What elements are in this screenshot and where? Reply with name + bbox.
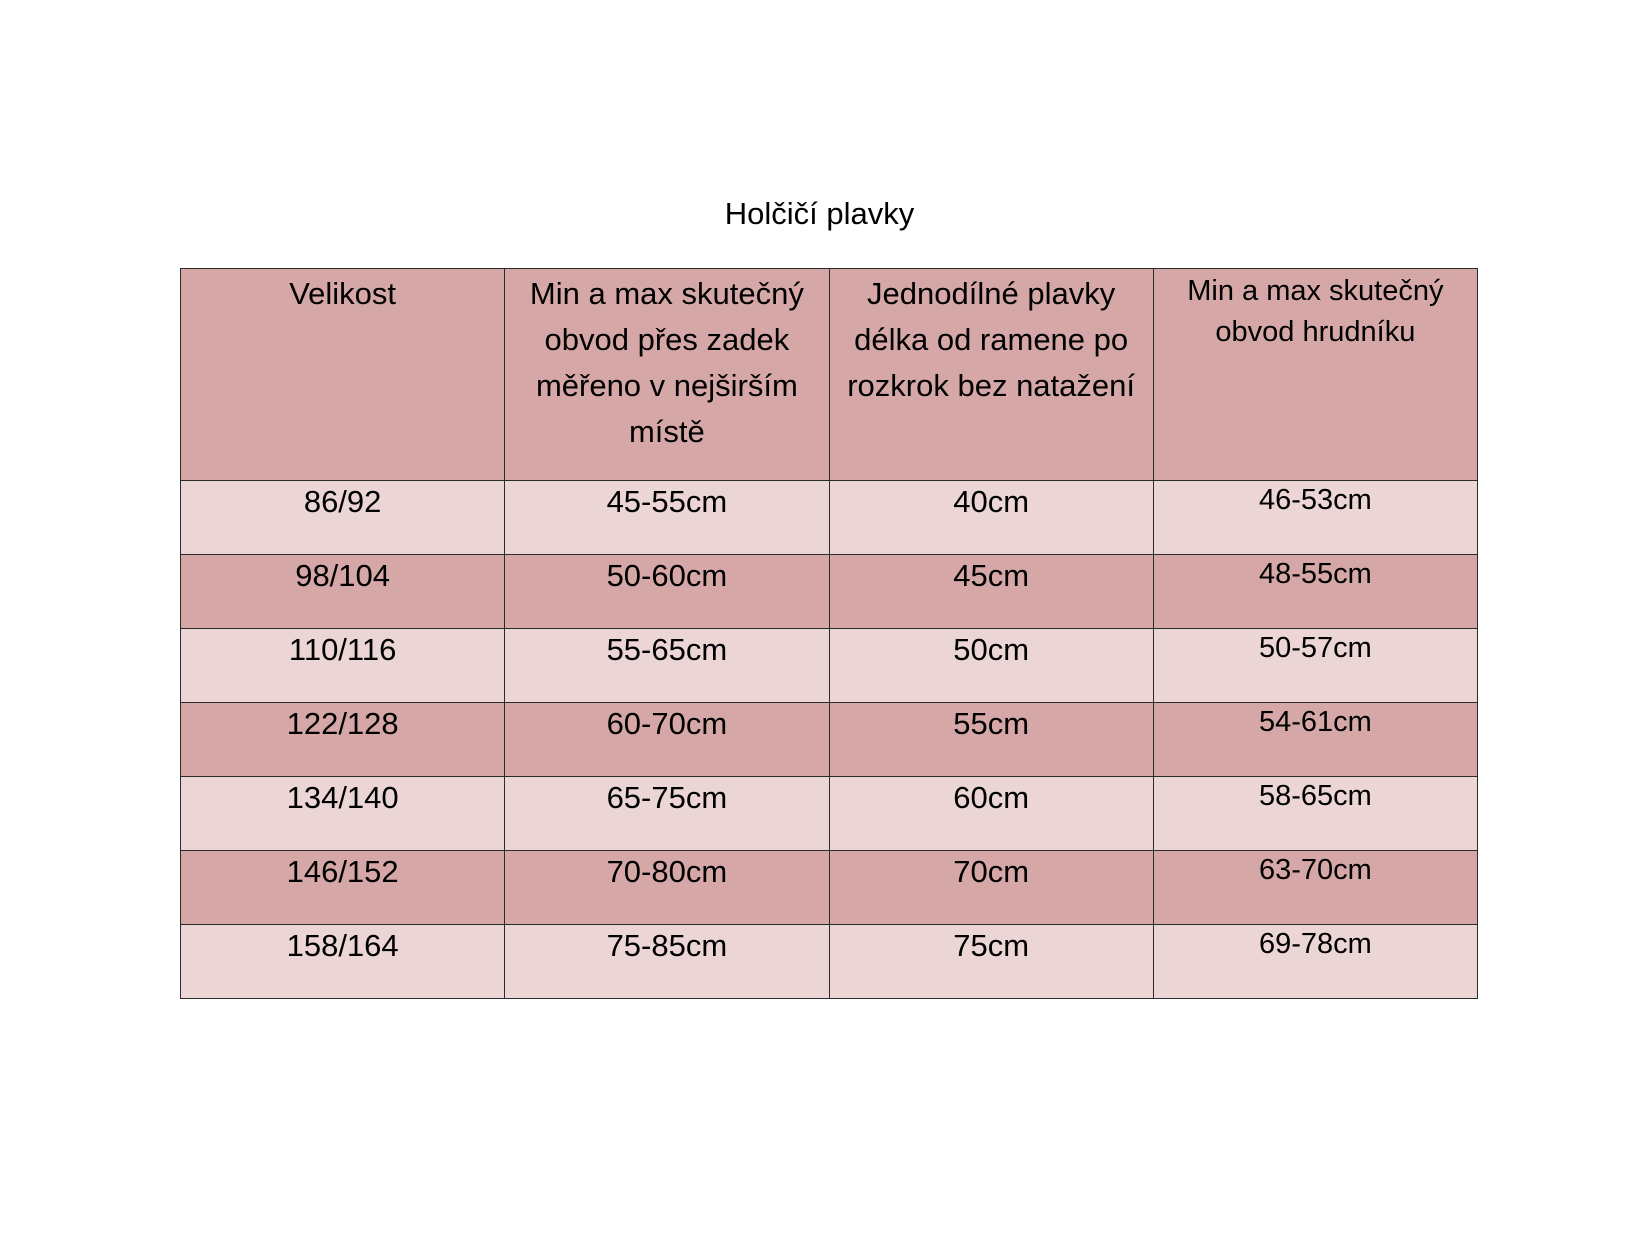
cell-chest: 48-55cm [1153,555,1477,629]
cell-chest: 69-78cm [1153,925,1477,999]
cell-length: 70cm [829,851,1153,925]
cell-hip: 75-85cm [505,925,829,999]
cell-size: 146/152 [181,851,505,925]
cell-length: 45cm [829,555,1153,629]
table-row [181,629,1478,703]
cell-size: 122/128 [181,703,505,777]
cell-size: 86/92 [181,481,505,555]
size-chart-table [180,268,1478,999]
cell-size: 134/140 [181,777,505,851]
cell-size: 158/164 [181,925,505,999]
cell-hip: 45-55cm [505,481,829,555]
header-chest-circumference: Min a max skutečný obvod hrudníku [1153,269,1477,481]
table-row [181,777,1478,851]
header-swimsuit-length: Jednodílné plavky délka od ramene po rozkrok bez natažení [829,269,1153,481]
cell-chest: 46-53cm [1153,481,1477,555]
cell-chest: 50-57cm [1153,629,1477,703]
table-row [181,925,1478,999]
table-row [181,851,1478,925]
cell-hip: 60-70cm [505,703,829,777]
table-row [181,555,1478,629]
table-header-row [181,269,1478,481]
cell-chest: 63-70cm [1153,851,1477,925]
cell-hip: 65-75cm [505,777,829,851]
cell-length: 55cm [829,703,1153,777]
cell-chest: 54-61cm [1153,703,1477,777]
table-row [181,703,1478,777]
header-size: Velikost [181,269,505,481]
header-hip-circumference: Min a max skutečný obvod přes zadek měřeno v nejširším místě [505,269,829,481]
page-title: Holčičí plavky [724,196,915,231]
cell-length: 40cm [829,481,1153,555]
cell-size: 110/116 [181,629,505,703]
cell-length: 75cm [829,925,1153,999]
cell-size: 98/104 [181,555,505,629]
table-row [181,481,1478,555]
cell-hip: 55-65cm [505,629,829,703]
cell-length: 50cm [829,629,1153,703]
cell-chest: 58-65cm [1153,777,1477,851]
cell-length: 60cm [829,777,1153,851]
cell-hip: 50-60cm [505,555,829,629]
cell-hip: 70-80cm [505,851,829,925]
